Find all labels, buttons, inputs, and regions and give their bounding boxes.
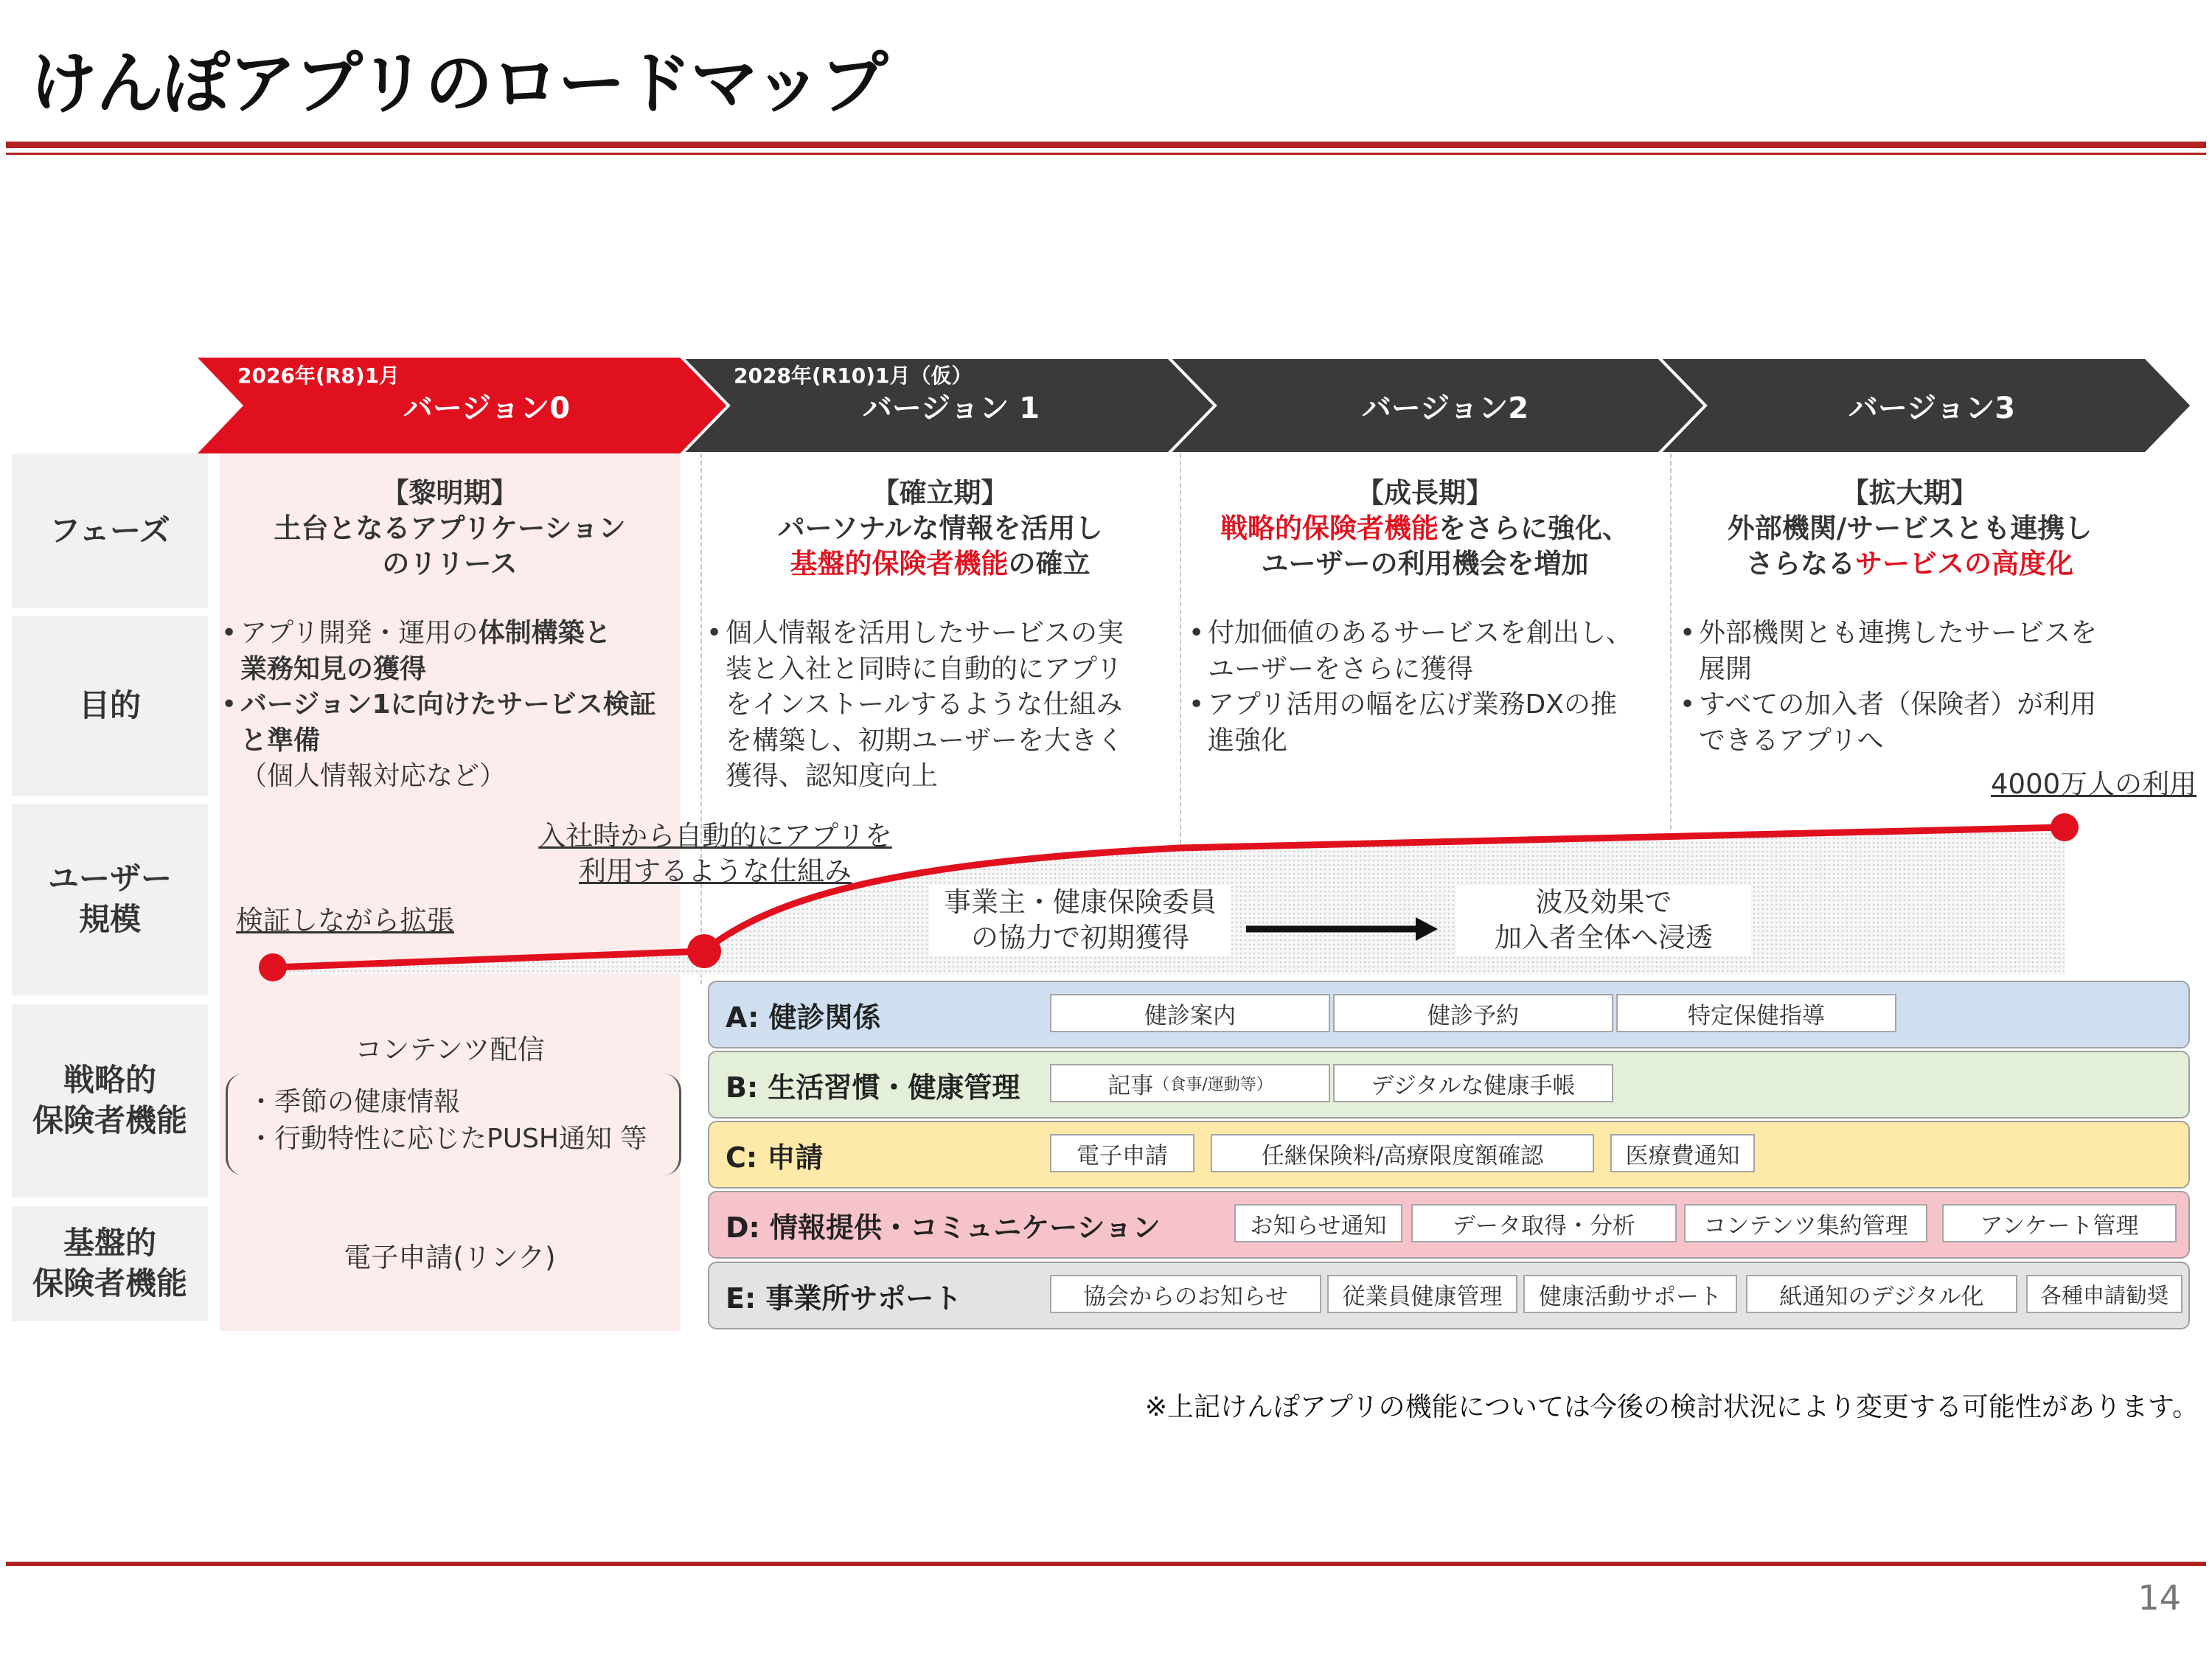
- feature-box: 協会からのお知らせ: [1050, 1275, 1321, 1313]
- footer-rule: [6, 1562, 2206, 1566]
- label-verify: 検証しながら拡張: [236, 905, 454, 936]
- feature-box: 健診予約: [1333, 994, 1613, 1032]
- growth-v1-point: [687, 934, 721, 968]
- feature-box: 特定保健指導: [1616, 994, 1896, 1032]
- growth-end-point: [2051, 813, 2079, 841]
- row-label-user-scale: ユーザー 規模: [12, 804, 208, 995]
- strategic-v0-title: コンテンツ配信: [355, 1034, 545, 1065]
- phase-v3: 【拡大期】 外部機関/サービスとも連携し さらなるサービスの高度化: [1727, 477, 2093, 580]
- basic-v0-text: 電子申請(リンク): [344, 1242, 556, 1273]
- row-label-strategic: 戦略的 保険者機能: [12, 1004, 208, 1197]
- category-e: [708, 1262, 2190, 1329]
- strategic-v0-list: [248, 1084, 647, 1158]
- category-b: [708, 1051, 2190, 1119]
- label-target: 4000万人の利用: [1991, 768, 2197, 800]
- label-ripple: 波及効果で 加入者全体へ浸透: [1456, 885, 1751, 956]
- feature-box: 電子申請: [1050, 1134, 1194, 1172]
- feature-box: 記事 （食事/運動等）: [1050, 1064, 1330, 1102]
- feature-box: 健康活動サポート: [1523, 1275, 1737, 1313]
- label-auto-install: 入社時から自動的にアプリを 利用するような仕組み: [538, 820, 892, 888]
- feature-box: 各種申請勧奨: [2026, 1275, 2183, 1313]
- category-a: [708, 981, 2190, 1048]
- row-label-purpose: 目的: [12, 616, 208, 796]
- feature-box: コンテンツ集約管理: [1684, 1204, 1927, 1242]
- row-label-phase: フェーズ: [12, 453, 208, 608]
- feature-box: データ取得・分析: [1411, 1204, 1677, 1242]
- feature-box: 任継保険料/高療限度額確認: [1211, 1134, 1594, 1172]
- strategic-v0-item: ・季節の健康情報: [248, 1087, 461, 1117]
- version-0-date: 2026年(R8)1月: [237, 364, 400, 388]
- feature-box: お知らせ通知: [1234, 1204, 1402, 1242]
- feature-box: アンケート管理: [1942, 1204, 2177, 1242]
- category-d-label: D: 情報提供・コミュニケーション: [726, 1211, 1161, 1244]
- category-c-label: C: 申請: [726, 1141, 824, 1174]
- purpose-v1: • 個人情報を活用したサービスの実 装と入社と同時に自動的にアプリ をインストールするような仕組み を構築し、初期ユーザーを大きく 獲得、認知度向上: [706, 618, 1124, 792]
- footnote: ※上記けんぽアプリの機能については今後の検討状況により変更する可能性があります。: [1144, 1392, 2199, 1422]
- phase-v2: 【成長期】 戦略的保険者機能をさらに強化、 ユーザーの利用機会を増加: [1220, 477, 1630, 580]
- version-1-date: 2028年(R10)1月（仮）: [734, 364, 973, 388]
- phase-v0: 【黎明期】 土台となるアプリケーション のリリース: [274, 477, 626, 580]
- strategic-v0-item: ・行動特性に応じたPUSH通知 等: [248, 1124, 647, 1155]
- version-0-name: バージョン0: [403, 392, 571, 425]
- category-b-label: B: 生活習慣・健康管理: [726, 1071, 1020, 1104]
- purpose-v0: • アプリ開発・運用の体制構築と 業務知見の獲得 • バージョン1に向けたサービス検証 と準備 （個人情報対応など）: [221, 618, 656, 792]
- version-1-name: バージョン 1: [862, 392, 1040, 425]
- category-e-label: E: 事業所サポート: [726, 1281, 962, 1315]
- category-a-label: A: 健診関係: [726, 1001, 881, 1034]
- version-2-name: バージョン2: [1361, 392, 1529, 425]
- row-label-basic: 基盤的 保険者機能: [12, 1206, 208, 1321]
- page-number: 14: [2138, 1578, 2181, 1618]
- version-3-name: バージョン3: [1848, 392, 2016, 425]
- feature-box: 医療費通知: [1610, 1134, 1755, 1172]
- purpose-v2: • 付加価値のあるサービスを創出し、 ユーザーをさらに獲得 • アプリ活用の幅を広げ業務DXの推 進強化: [1189, 618, 1633, 756]
- feature-box: 紙通知のデジタル化: [1746, 1275, 2017, 1313]
- feature-box: 健診案内: [1050, 994, 1330, 1032]
- growth-start-point: [259, 953, 287, 981]
- feature-box: 従業員健康管理: [1327, 1275, 1517, 1313]
- page-title: けんぽアプリのロードマップ: [29, 44, 887, 123]
- label-coop: 事業主・健康保険委員 の協力で初期獲得: [929, 885, 1231, 956]
- category-c: [708, 1121, 2190, 1189]
- phase-v1: 【確立期】 パーソナルな情報を活用し 基盤的保険者機能の確立: [777, 477, 1103, 580]
- category-d: [708, 1191, 2190, 1259]
- feature-box: デジタルな健康手帳: [1333, 1064, 1613, 1102]
- purpose-v3: • 外部機関とも連携したサービスを 展開 • すべての加入者（保険者）が利用 できるアプリへ: [1680, 618, 2098, 756]
